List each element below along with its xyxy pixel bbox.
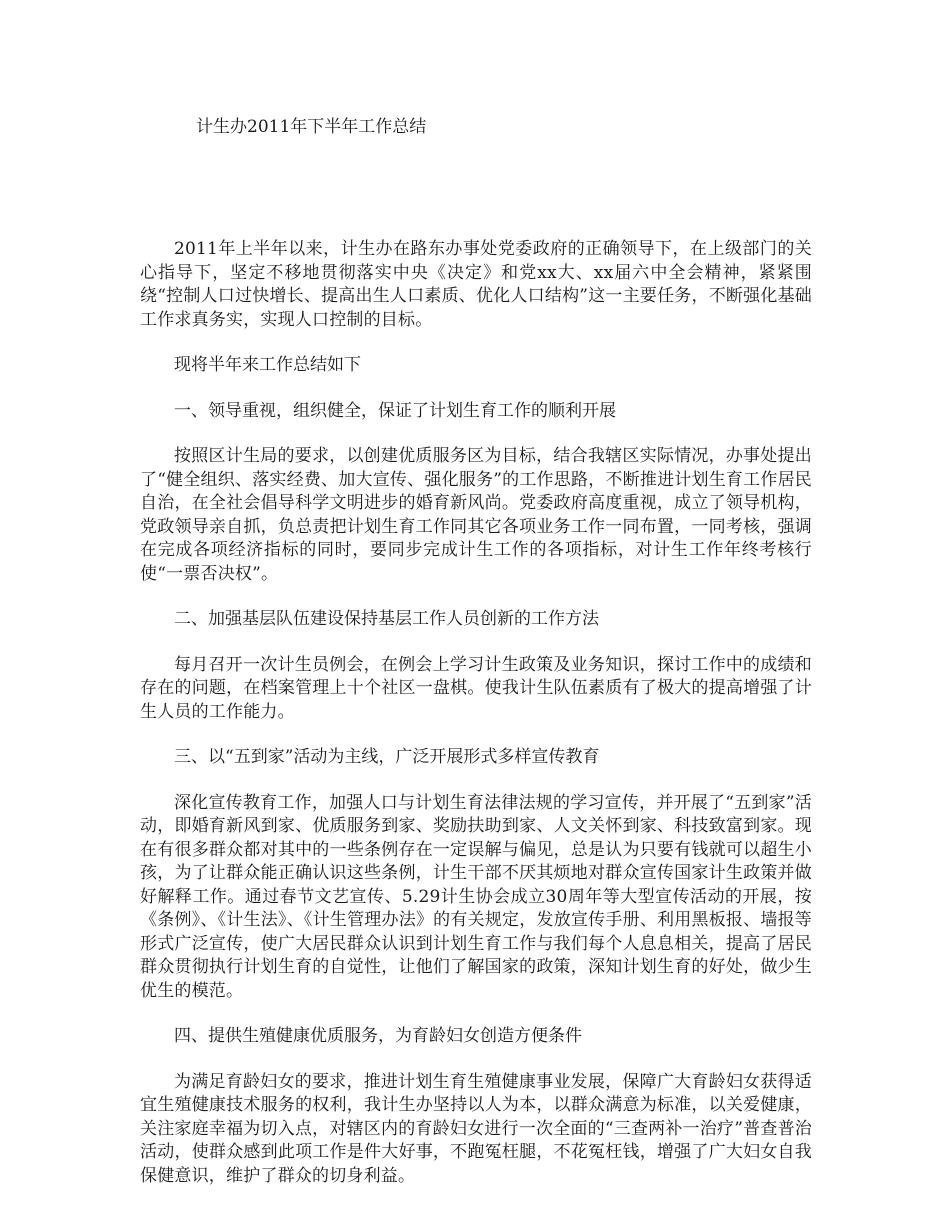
- section-paragraph-2: 每月召开一次计生员例会，在例会上学习计生政策及业务知识，探讨工作中的成绩和存在的问题，在档案管理上十个社区一盘棋。使我计生队伍素质有了极大的提高增强了计生人员的工作能力。: [140, 654, 812, 722]
- document-body: [140, 238, 812, 1210]
- section-heading-3: 三、以“五到家”活动为主线，广泛开展形式多样宣传教育: [174, 747, 600, 767]
- section-paragraph-1: 按照区计生局的要求，以创建优质服务区为目标，结合我辖区实际情况，办事处提出了“健全组织、落实经费、加大宣传、强化服务”的工作思路，不断推进计划生育工作居民自治，在全社会倡导科学文明进步的婚育新风尚。党委政府高度重视，成立了领导机构，党政领导亲自抓，负总责把计划生育工作同其它各项业务工作一同布置，一同考核，强调在完成各项经济指标的同时，要同步完成计生工作的各项指标，对计生工作年终考核行使“一票否决权”。: [140, 446, 812, 584]
- intro-paragraph: 2011年上半年以来，计生办在路东办事处党委政府的正确领导下，在上级部门的关心指导下，坚定不移地贯彻落实中央《决定》和党xx大、xx届六中全会精神，紧紧围绕“控制人口过快增长、提高出生人口素质、优化人口结构”这一主要任务，不断强化基础工作求真务实，实现人口控制的目标。: [140, 239, 812, 330]
- section-heading-1: 一、领导重视，组织健全，保证了计划生育工作的顺利开展: [174, 400, 616, 421]
- section-paragraph-3: 深化宣传教育工作，加强人口与计划生育法律法规的学习宣传，并开展了“五到家”活动，即婚育新风到家、优质服务到家、奖励扶助到家、人文关怀到家、科技致富到家。现在有很多群众都对其中的一些条例存在一定误解与偏见，总是认为只要有钱就可以超生小孩，为了让群众能正确认识这些条例，计生干部不厌其烦地对群众宣传国家计生政策并做好解释工作。通过春节文艺宣传、5.29计生协会成立30周年等大型宣传活动的开展，按《条例》、《计生法》、《计生管理办法》的有关规定，发放宣传手册、利用黑板报、墙报等形式广泛宣传，使广大居民群众认识到计划生育工作与我们每个人息息相关，提高了居民群众贯彻执行计划生育的自觉性，让他们了解国家的政策，深知计划生育的好处，做少生优生的模范。: [140, 792, 812, 1001]
- document-title: 计生办2011年下半年工作总结: [196, 117, 427, 137]
- section-heading-2: 二、加强基层队伍建设保持基层工作人员创新的工作方法: [174, 609, 599, 629]
- section-heading-4: 四、提供生殖健康优质服务，为育龄妇女创造方便条件: [174, 1026, 582, 1046]
- section-paragraph-4: 为满足育龄妇女的要求，推进计划生育生殖健康事业发展，保障广大育龄妇女获得适宜生殖健康技术服务的权利，我计生办坚持以人为本，以群众满意为标准，以关爱健康，关注家庭幸福为切入点，对辖区内的育龄妇女进行一次全面的“三查两补一治疗”普查普治活动，使群众感到此项工作是件大好事，不跑冤枉腿，不花冤枉钱，增强了广大妇女自我保健意识，维护了群众的切身利益。: [140, 1071, 812, 1186]
- summary-intro-line: 现将半年来工作总结如下: [174, 355, 361, 375]
